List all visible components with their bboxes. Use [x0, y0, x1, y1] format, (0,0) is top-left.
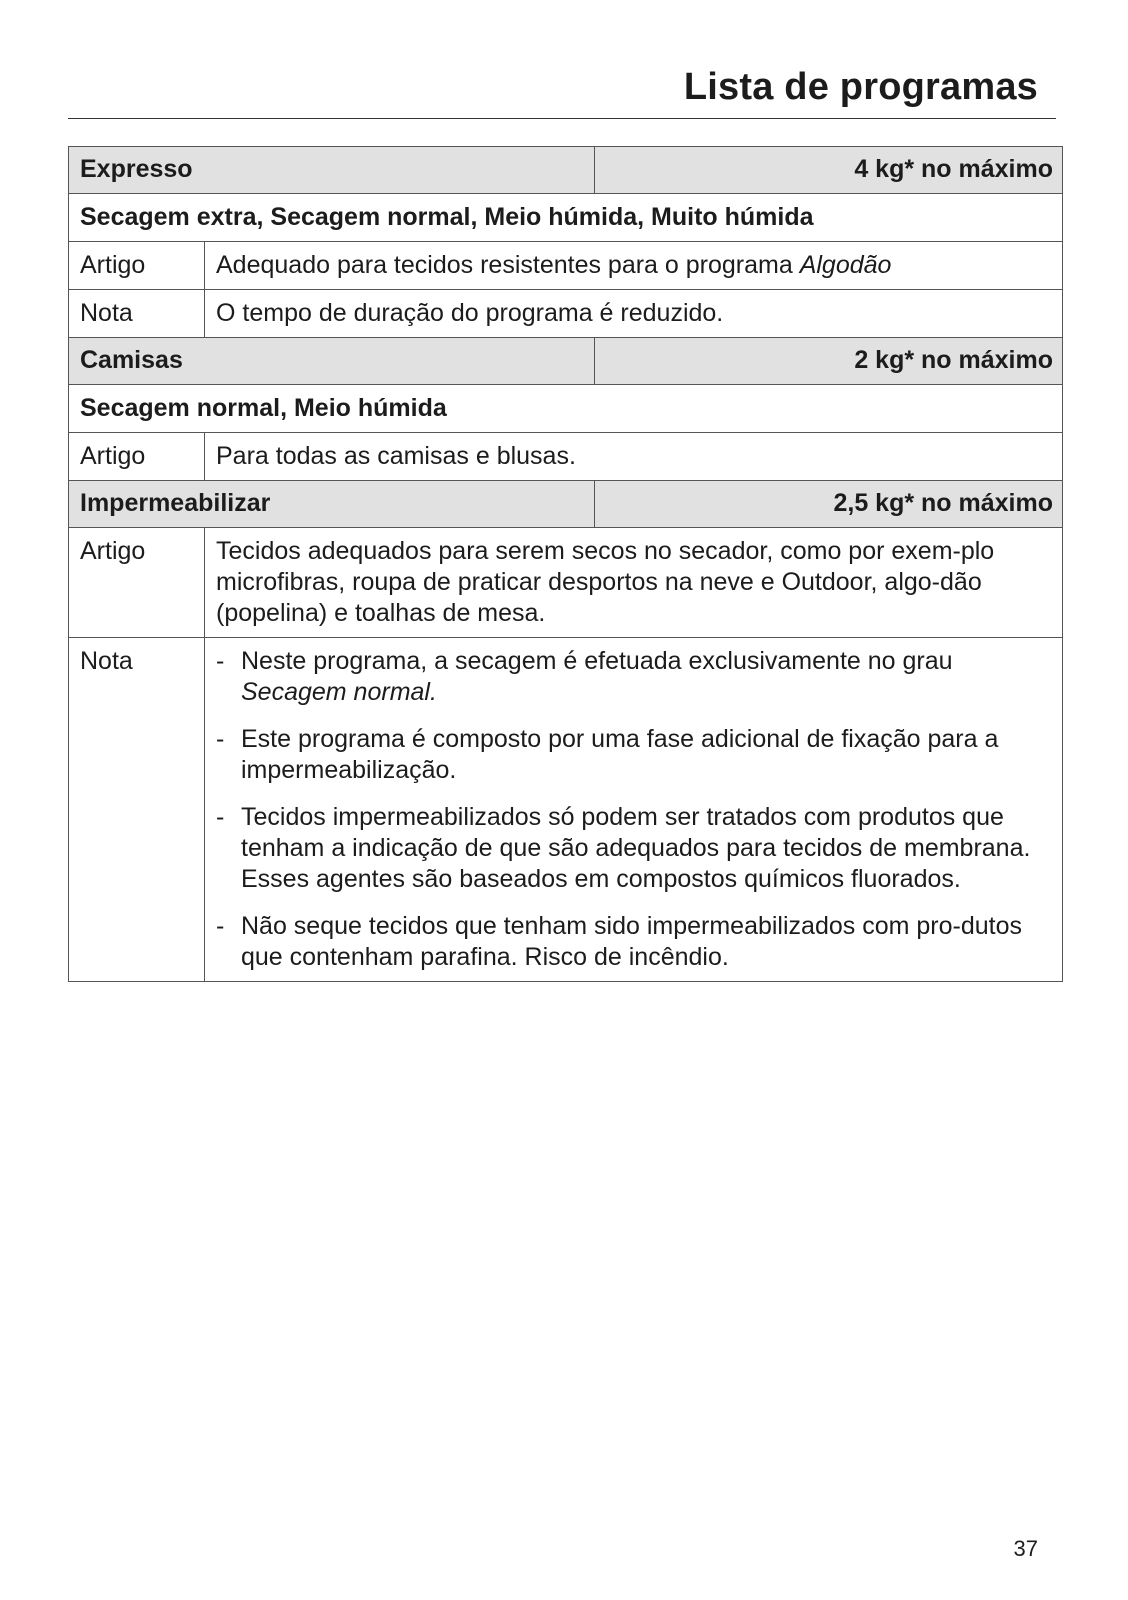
nota-list-item: [216, 646, 1051, 708]
program-capacity: 2 kg* no máximo: [595, 338, 1063, 385]
program-levels-row: [69, 385, 1063, 433]
artigo-row: [69, 433, 1063, 481]
artigo-text-italic: Algodão: [799, 251, 892, 279]
program-header-expresso: [69, 147, 1063, 194]
nota-row: [69, 290, 1063, 338]
nota-list-item: [216, 911, 1051, 973]
nota-item-text: Neste programa, a secagem é efetuada exclusivamente no grau: [241, 647, 953, 675]
artigo-text: [205, 242, 1063, 290]
program-name: Expresso: [69, 147, 595, 194]
nota-list-item: [216, 802, 1051, 895]
artigo-row: [69, 528, 1063, 638]
program-table: [68, 146, 1063, 982]
nota-list-item: [216, 724, 1051, 786]
page-number: 37: [1013, 1536, 1038, 1561]
program-name: Camisas: [69, 338, 595, 385]
program-levels-row: [69, 194, 1063, 242]
program-header-camisas: [69, 338, 1063, 385]
row-label: Artigo: [69, 528, 205, 638]
program-capacity: 2,5 kg* no máximo: [595, 481, 1063, 528]
nota-text: O tempo de duração do programa é reduzido.: [205, 290, 1063, 338]
nota-list-cell: [205, 638, 1063, 982]
program-name: Impermeabilizar: [69, 481, 595, 528]
title-divider: [68, 118, 1056, 119]
artigo-text-part: Adequado para tecidos resistentes para o programa: [216, 251, 800, 279]
nota-item-text: Não seque tecidos que tenham sido impermeabilizados com pro-dutos que contenham parafina. Risco de incêndio.: [241, 912, 1022, 971]
nota-list: [216, 646, 1051, 973]
nota-row: [69, 638, 1063, 982]
nota-item-text: Tecidos impermeabilizados só podem ser tratados com produtos que tenham a indicação de que são adequados para tecidos de membrana. Esses agentes são baseados em compostos químicos fluorados.: [241, 803, 1031, 893]
row-label: Artigo: [69, 242, 205, 290]
page-title: Lista de programas: [683, 66, 1038, 108]
row-label: Nota: [69, 638, 205, 982]
program-capacity: 4 kg* no máximo: [595, 147, 1063, 194]
nota-item-italic: Secagem normal.: [241, 678, 437, 706]
row-label: Nota: [69, 290, 205, 338]
artigo-row: [69, 242, 1063, 290]
program-levels: Secagem extra, Secagem normal, Meio húmida, Muito húmida: [69, 194, 1063, 242]
artigo-text: Para todas as camisas e blusas.: [205, 433, 1063, 481]
nota-item-text: Este programa é composto por uma fase adicional de fixação para a impermeabilização.: [241, 725, 999, 784]
program-levels: Secagem normal, Meio húmida: [69, 385, 1063, 433]
artigo-text: Tecidos adequados para serem secos no secador, como por exem-plo microfibras, roupa de praticar desportos na neve e Outdoor, algo-dão (popelina) e toalhas de mesa.: [205, 528, 1063, 638]
row-label: Artigo: [69, 433, 205, 481]
program-header-impermeabilizar: [69, 481, 1063, 528]
